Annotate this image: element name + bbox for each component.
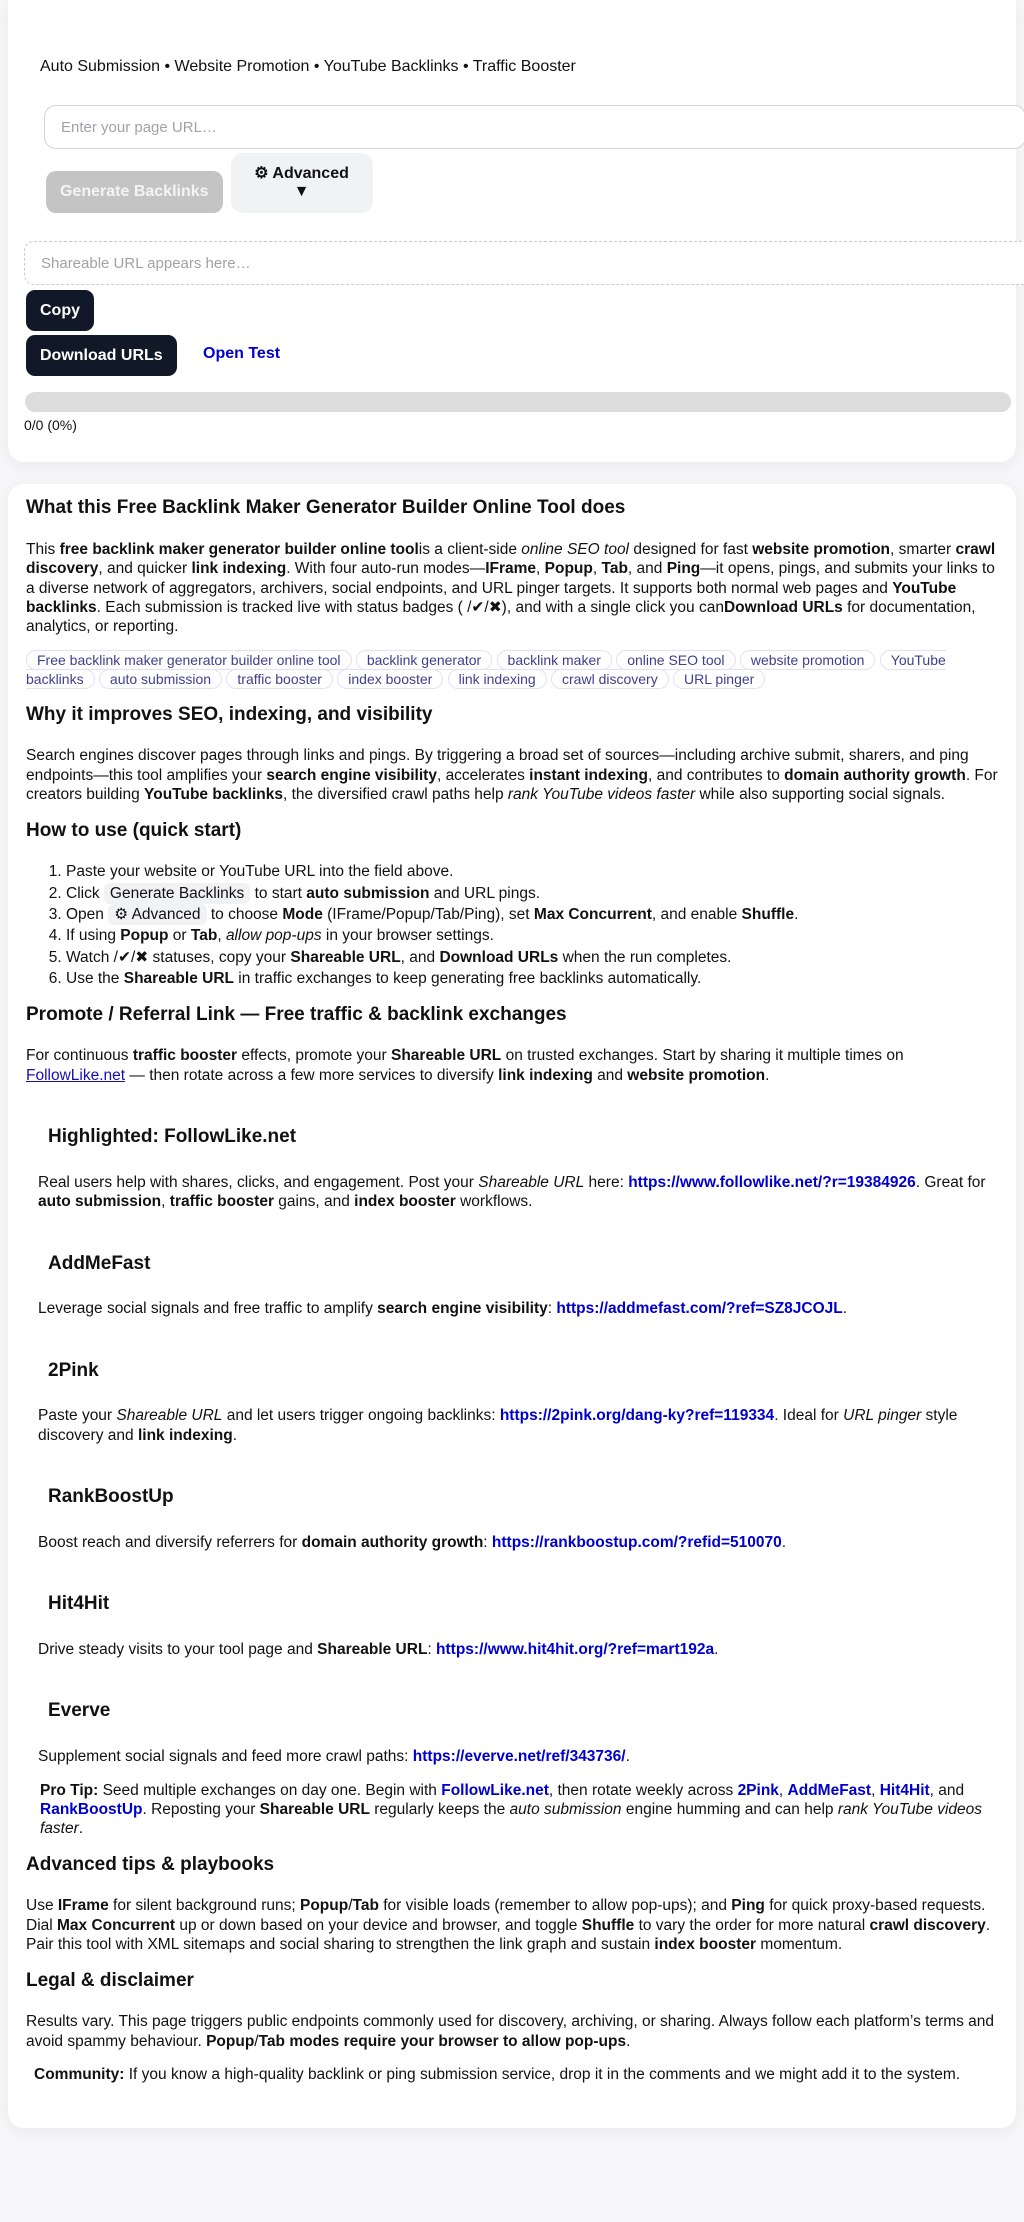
- text-run: Max Concurrent: [533, 906, 652, 923]
- inline-ui-chip: ⚙ Advanced: [108, 904, 206, 925]
- text-run: , and contributes to: [647, 766, 785, 784]
- gear-icon: ⚙: [254, 164, 269, 182]
- text-run: in your browser settings.: [321, 927, 494, 945]
- text-run: while also supporting social signals.: [695, 786, 946, 804]
- tool-panel: [8, 0, 1016, 462]
- inline-link[interactable]: FollowLike.net: [441, 1781, 549, 1799]
- pro-tip: [26, 1781, 998, 1839]
- text-run: IFrame: [485, 560, 537, 578]
- page-url-input[interactable]: [44, 105, 1024, 149]
- text-run: style discovery and: [38, 1407, 958, 1444]
- text-run: and: [592, 1066, 628, 1084]
- article: [8, 484, 1016, 2128]
- text-run: :: [547, 1300, 557, 1318]
- partner-block: [26, 1592, 998, 1659]
- section-heading-legal: Legal & disclaimer: [26, 1969, 194, 1991]
- text-run: Use: [26, 1897, 58, 1915]
- partner-heading: RankBoostUp: [48, 1486, 174, 1508]
- text-run: is a client-side: [418, 540, 522, 558]
- text-run: IFrame: [57, 1897, 109, 1915]
- keyword-tag: link indexing: [448, 669, 547, 689]
- inline-link[interactable]: RankBoostUp: [40, 1800, 143, 1818]
- text-run: search engine visibility: [377, 1300, 548, 1318]
- text-run: online SEO tool: [521, 540, 630, 558]
- shareable-url-field[interactable]: [24, 241, 1024, 285]
- keyword-tag: index booster: [337, 669, 443, 689]
- partner-heading: Hit4Hit: [48, 1593, 110, 1615]
- keyword-tag: online SEO tool: [616, 650, 735, 670]
- text-run: (IFrame/Popup/Tab/Ping), set: [322, 906, 534, 923]
- keyword-tag: Free backlink maker generator builder online tool: [26, 650, 352, 670]
- promote-paragraph: [26, 1046, 998, 1085]
- text-run: to choose: [206, 906, 283, 923]
- section-heading-what: What this Free Backlink Maker Generator Builder Online Tool does: [26, 497, 626, 518]
- section-heading-advanced: Advanced tips & playbooks: [26, 1853, 275, 1875]
- howto-step: [66, 926, 998, 945]
- text-run: Popup: [120, 927, 169, 945]
- text-run: Shareable URL: [290, 948, 401, 966]
- text-run: . Great for: [915, 1173, 986, 1191]
- partner-description: [38, 1533, 998, 1552]
- inline-link[interactable]: 2Pink: [737, 1781, 779, 1799]
- text-run: .: [842, 1300, 848, 1318]
- howto-step: [66, 905, 998, 924]
- keyword-tag: website promotion: [740, 650, 876, 670]
- text-run: , and: [929, 1781, 965, 1799]
- text-run: Community:: [34, 2066, 125, 2083]
- text-run: Download URLs: [439, 948, 559, 966]
- text-run: Tab: [601, 560, 628, 578]
- text-run: Shareable URL: [478, 1173, 585, 1191]
- text-run: when the run completes.: [558, 948, 732, 966]
- text-run: — then rotate across a few more services to diversify: [125, 1066, 499, 1084]
- text-run: If using: [66, 927, 121, 945]
- text-run: rank YouTube videos faster: [507, 786, 696, 804]
- text-run: . Pair this tool with XML sitemaps and social sharing to strengthen the link graph and sustain: [26, 1916, 991, 1954]
- text-run: link indexing: [498, 1066, 593, 1084]
- text-run: For continuous: [26, 1047, 133, 1065]
- inline-link[interactable]: https://2pink.org/dang-ky?ref=119334: [499, 1407, 775, 1425]
- text-run: Max Concurrent: [57, 1916, 176, 1934]
- howto-step: [66, 884, 998, 903]
- text-run: Shareable URL: [391, 1047, 502, 1065]
- text-run: /: [348, 1897, 353, 1915]
- partner-description: [38, 1173, 998, 1212]
- tool-subtitle: Auto Submission • Website Promotion • YouTube Backlinks • Traffic Booster: [40, 58, 576, 75]
- text-run: Tab: [258, 2032, 286, 2050]
- text-run: , then rotate weekly across: [548, 1781, 738, 1799]
- text-run: Boost reach and diversify referrers for: [38, 1533, 302, 1551]
- text-run: website promotion: [752, 540, 891, 558]
- download-urls-button[interactable]: Download URLs: [26, 335, 177, 376]
- text-run: search engine visibility: [266, 766, 437, 784]
- text-run: Popup: [300, 1897, 349, 1915]
- text-run: crawl discovery: [869, 1916, 986, 1934]
- text-run: YouTube backlinks: [144, 786, 284, 804]
- text-run: , the diversified crawl paths help: [283, 786, 508, 804]
- partner-block: [26, 1485, 998, 1552]
- text-run: .: [78, 1820, 84, 1838]
- text-run: .: [232, 1426, 237, 1444]
- partner-heading: AddMeFast: [48, 1252, 151, 1274]
- text-run: for documentation, analytics, or reporting.: [26, 598, 976, 636]
- howto-steps: [26, 862, 998, 988]
- text-run: domain authority growth: [301, 1533, 484, 1551]
- text-run: ,: [778, 1781, 788, 1799]
- partner-list: [26, 1125, 998, 1767]
- text-run: Open: [66, 906, 109, 923]
- text-run: Shareable URL: [116, 1407, 223, 1425]
- text-run: Ping: [731, 1897, 765, 1915]
- text-run: for visible loads (remember to allow pop-ups); and: [378, 1897, 732, 1915]
- text-run: . With four auto-run modes—: [286, 560, 486, 578]
- text-run: /: [254, 2032, 259, 2050]
- text-run: and let users trigger ongoing backlinks:: [222, 1407, 500, 1425]
- text-run: allow pop-ups: [225, 927, 322, 945]
- text-run: to vary the order for more natural: [634, 1916, 870, 1934]
- howto-step: [66, 862, 998, 881]
- text-run: ,: [871, 1781, 880, 1799]
- text-run: Supplement social signals and feed more crawl paths:: [38, 1748, 413, 1766]
- text-run: link indexing: [137, 1426, 233, 1444]
- inline-link[interactable]: https://www.hit4hit.org/?ref=mart192a: [436, 1641, 715, 1658]
- partner-heading: Highlighted: FollowLike.net: [48, 1126, 297, 1147]
- partner-description: [38, 1747, 998, 1766]
- keyword-tag: auto submission: [99, 669, 222, 689]
- text-run: Results vary. This page triggers public endpoints commonly used for discovery, archiving, or sharing. Always follow each platform’s terms and avoid spammy behaviour.: [26, 2013, 995, 2050]
- inline-ui-chip: Generate Backlinks: [104, 883, 250, 904]
- text-run: traffic booster: [132, 1047, 238, 1065]
- text-run: .: [626, 2032, 631, 2050]
- text-run: Real users help with shares, clicks, and engagement. Post your: [38, 1173, 479, 1191]
- howto-step: [66, 948, 998, 967]
- text-run: crawl discovery: [26, 540, 996, 578]
- text-run: Drive steady visits to your tool page and: [38, 1641, 318, 1658]
- inline-link[interactable]: https://everve.net/ref/343736/: [412, 1748, 626, 1766]
- text-run: Shareable URL: [123, 970, 234, 988]
- text-run: Watch /✔/✖ statuses, copy your: [66, 948, 291, 966]
- text-run: Tab: [352, 1897, 379, 1915]
- text-run: If you know a high-quality backlink or ping submission service, drop it in the comments and we might add it to the system.: [124, 2066, 961, 2083]
- text-run: in traffic exchanges to keep generating free backlinks automatically.: [234, 970, 702, 988]
- text-run: .: [781, 1533, 787, 1551]
- copy-button[interactable]: Copy: [26, 290, 94, 331]
- text-run: index booster: [354, 1193, 456, 1211]
- text-run: for silent background runs;: [108, 1897, 300, 1915]
- advanced-toggle-button[interactable]: [231, 153, 373, 213]
- text-run: auto submission: [306, 884, 430, 902]
- what-paragraph: [26, 540, 998, 637]
- text-run: here:: [584, 1173, 629, 1191]
- text-run: Tab: [190, 927, 218, 945]
- text-run: on trusted exchanges. Start by sharing it multiple times on: [501, 1047, 904, 1065]
- text-run: ,: [161, 1193, 170, 1211]
- keyword-tags: [26, 651, 998, 689]
- text-run: Seed multiple exchanges on day one. Begin with: [98, 1781, 442, 1799]
- progress-bar: [25, 392, 1011, 412]
- text-run: or: [168, 927, 191, 945]
- text-run: . Ideal for: [774, 1407, 844, 1425]
- inline-link[interactable]: https://www.followlike.net/?r=19384926: [628, 1173, 916, 1191]
- text-run: ,: [592, 560, 602, 578]
- text-run: , smarter: [890, 540, 956, 558]
- text-run: momentum.: [756, 1936, 843, 1954]
- inline-link[interactable]: AddMeFast: [787, 1781, 872, 1799]
- text-run: :: [427, 1641, 437, 1658]
- text-run: . Reposting your: [142, 1800, 260, 1818]
- text-run: , and enable: [651, 906, 742, 923]
- inline-link[interactable]: https://rankboostup.com/?refid=510070: [491, 1533, 782, 1551]
- text-run: , and quicker: [98, 560, 192, 578]
- text-run: Paste your website or YouTube URL into the field above.: [66, 863, 454, 881]
- partner-block: [26, 1699, 998, 1766]
- partner-block: [26, 1125, 998, 1212]
- text-run: website promotion: [627, 1066, 766, 1084]
- text-run: Leverage social signals and free traffic to amplify: [38, 1300, 378, 1318]
- text-run: Use the: [66, 970, 124, 988]
- text-run: index booster: [654, 1936, 757, 1954]
- text-run: , and: [400, 948, 440, 966]
- text-run: .: [794, 906, 799, 923]
- text-run: Click: [66, 884, 104, 902]
- text-run: .: [765, 1066, 770, 1084]
- text-run: instant indexing: [529, 766, 648, 784]
- text-run: traffic booster: [169, 1193, 274, 1211]
- text-run: Ping: [666, 560, 701, 578]
- inline-link[interactable]: Hit4Hit: [879, 1781, 930, 1799]
- why-paragraph: [26, 746, 998, 804]
- keyword-tag: URL pinger: [673, 669, 765, 689]
- advanced-label: Advanced: [272, 164, 349, 182]
- text-run: Download URLs: [723, 598, 843, 616]
- community-note: [26, 2065, 998, 2084]
- text-run: Mode: [282, 906, 323, 923]
- section-heading-why: Why it improves SEO, indexing, and visibility: [26, 703, 433, 725]
- text-run: Shareable URL: [259, 1800, 370, 1818]
- section-heading-promote: Promote / Referral Link — Free traffic & backlink exchanges: [26, 1003, 567, 1025]
- text-run: rank YouTube videos faster: [40, 1800, 983, 1838]
- generate-backlinks-button[interactable]: Generate Backlinks: [46, 171, 223, 213]
- action-row: [46, 153, 373, 213]
- inline-link[interactable]: https://addmefast.com/?ref=SZ8JCOJL: [556, 1300, 843, 1318]
- text-run: up or down based on your device and browser, and toggle: [175, 1916, 582, 1934]
- text-run: modes require your browser to allow pop-ups: [285, 2032, 627, 2050]
- partner-block: [26, 1252, 998, 1319]
- legal-paragraph: [26, 2012, 998, 2051]
- partner-description: [38, 1299, 998, 1318]
- text-run: YouTube backlinks: [26, 579, 957, 616]
- text-run: —it opens, pings, and submits your links to a diverse network of aggregators, archivers, social endpoints, and URL pinger targets. It supports both normal web pages and: [26, 560, 995, 597]
- text-run: auto submission: [38, 1193, 162, 1211]
- caret-down-icon: ▼: [293, 183, 310, 200]
- keyword-tag: backlink generator: [356, 650, 492, 670]
- text-run: URL pinger: [843, 1407, 922, 1425]
- text-run: designed for fast: [629, 540, 753, 558]
- text-run: workflows.: [455, 1193, 533, 1211]
- text-run: Paste your: [38, 1407, 117, 1425]
- text-run: . For creators building: [26, 766, 998, 804]
- text-run: auto submission: [509, 1800, 622, 1818]
- advanced-paragraph: [26, 1896, 998, 1954]
- text-run: to start: [250, 884, 307, 902]
- keyword-tag: backlink maker: [497, 650, 612, 670]
- text-run: .: [625, 1748, 630, 1766]
- text-run: regularly keeps the: [369, 1800, 510, 1818]
- keyword-tag: traffic booster: [226, 669, 333, 689]
- text-run: This: [26, 540, 60, 558]
- text-run: Search engines discover pages through links and pings. By triggering a broad set of sources—including archive submit, sharers, and ping endpoints—this tool amplifies your: [26, 747, 969, 784]
- text-run: , and: [627, 560, 667, 578]
- text-run: and URL pings.: [429, 884, 541, 902]
- text-run: :: [483, 1533, 492, 1551]
- keyword-tag: YouTube backlinks: [26, 651, 946, 687]
- inline-link[interactable]: FollowLike.net: [26, 1066, 126, 1084]
- open-test-link[interactable]: Open Test: [203, 345, 281, 362]
- text-run: for quick proxy-based requests. Dial: [26, 1897, 986, 1934]
- partner-block: [26, 1359, 998, 1446]
- progress-label: 0/0 (0%): [24, 417, 77, 433]
- partner-heading: 2Pink: [48, 1359, 99, 1381]
- text-run: engine humming and can help: [621, 1800, 838, 1818]
- text-run: effects, promote your: [237, 1047, 391, 1065]
- text-run: . Each submission is tracked live with status badges ( /✔/✖), and with a single click you can: [96, 598, 724, 616]
- text-run: , accelerates: [436, 766, 530, 784]
- text-run: Popup: [544, 560, 593, 578]
- section-heading-howto: How to use (quick start): [26, 819, 242, 841]
- text-run: ,: [536, 560, 545, 578]
- text-run: Shuffle: [581, 1916, 635, 1934]
- text-run: .: [714, 1641, 719, 1658]
- partner-heading: Everve: [48, 1700, 111, 1722]
- text-run: link indexing: [191, 560, 287, 578]
- text-run: Shuffle: [741, 906, 795, 923]
- partner-description: [38, 1406, 998, 1445]
- text-run: free backlink maker generator builder online tool: [59, 540, 419, 558]
- text-run: Pro Tip:: [40, 1781, 99, 1799]
- text-run: Popup: [206, 2032, 255, 2050]
- text-run: gains, and: [274, 1193, 355, 1211]
- text-run: Shareable URL: [317, 1641, 428, 1658]
- text-run: domain authority growth: [784, 766, 966, 784]
- howto-step: [66, 969, 998, 988]
- partner-description: [38, 1640, 998, 1659]
- keyword-tag: crawl discovery: [551, 669, 669, 689]
- text-run: ,: [217, 927, 226, 945]
